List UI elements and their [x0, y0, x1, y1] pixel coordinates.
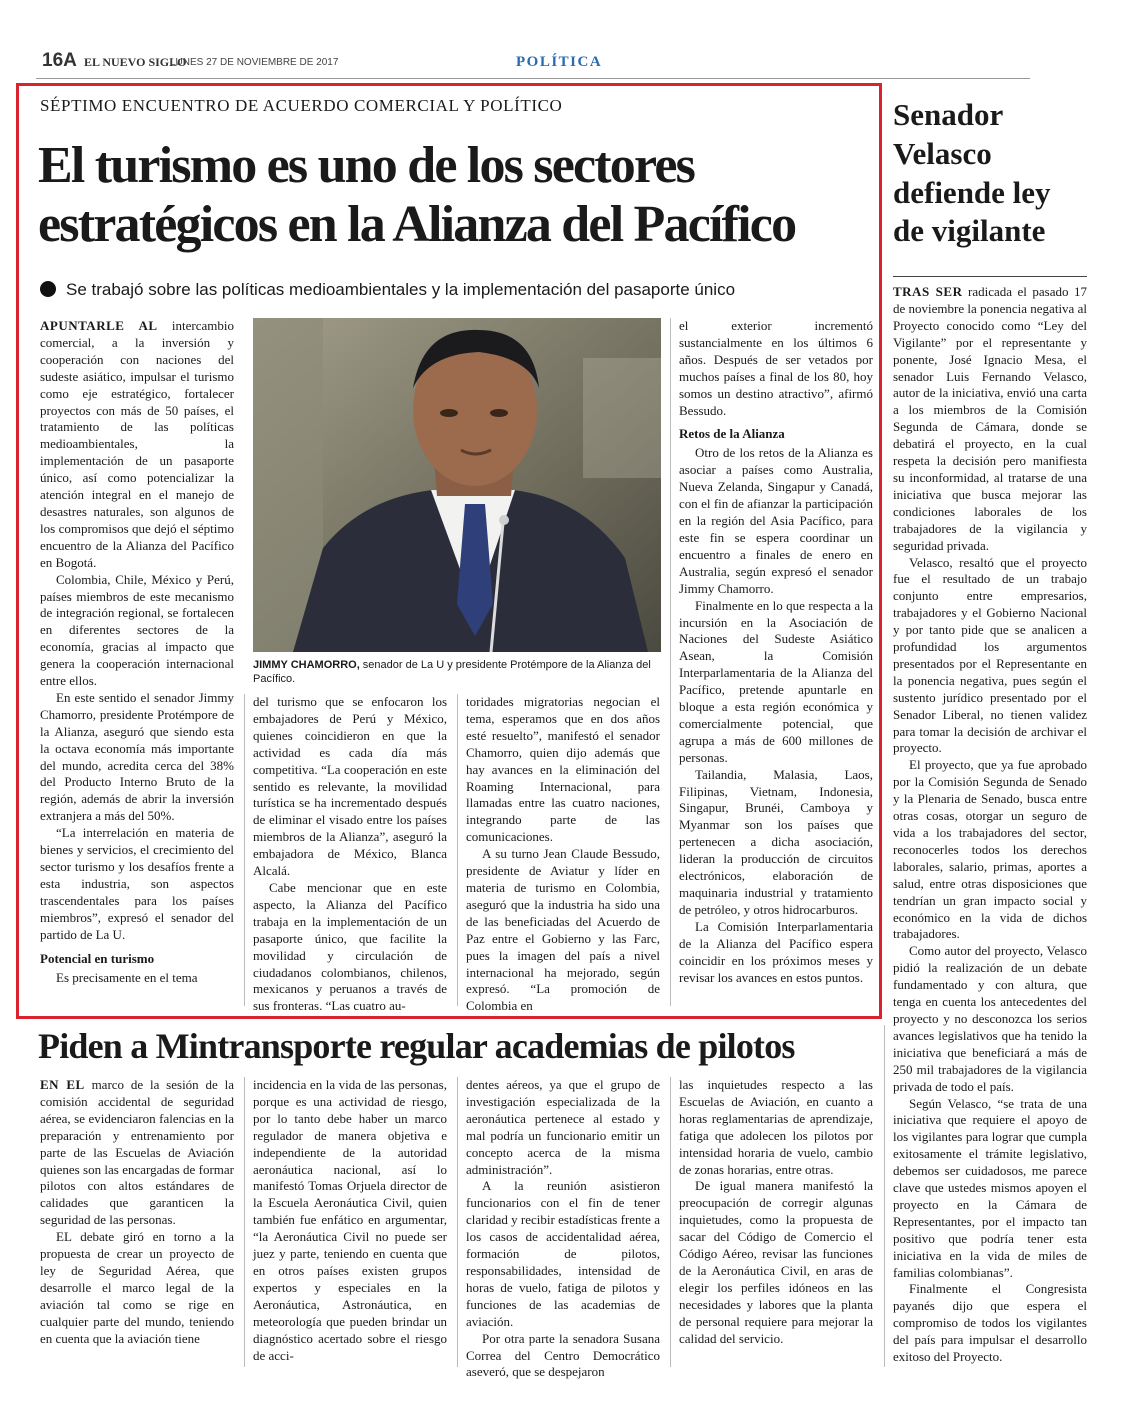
paragraph: La Comisión Interparlamentaria de la Alianza del Pacífico espera coincidir en los próximos meses y revisar los avances en estos puntos. — [679, 918, 873, 985]
paragraph: A su turno Jean Claude Bessudo, presidente de Aviatur y líder en materia de turismo en Colombia, aseguró que la industria ha sido una de las beneficiadas del Acuerdo de Paz entre el Gobierno y las Farc, pues la imagen del país a nivel internacional ha mejorado, según expresó. “La promoción de Colombia en — [466, 846, 660, 1014]
story-headline — [38, 136, 878, 255]
headline-line-1: El turismo es uno de los sectores — [38, 137, 695, 194]
page-header — [36, 48, 1030, 79]
senator-photo — [253, 318, 661, 652]
bottom-story-column-2 — [253, 1077, 447, 1367]
paragraph: Tailandia, Malasia, Laos, Filipinas, Vietnam, Indonesia, Singapur, Brunéi, Camboya y Myanmar son los países que pertenecen a dicha asociación, lideran la producción de circuitos electrónicos, elaboración de maquinaria industrial y tratamiento de petróleo, y otros hidrocarburos. — [679, 766, 873, 917]
paragraph: “La interrelación en materia de bienes y servicios, el crecimiento del sector turismo y los desafíos frente a esta industria, son aspectos trascendentales para los países miembros”, expresó el senador del partido de La U. — [40, 825, 234, 942]
paragraph: En este sentido el senador Jimmy Chamorro, presidente Protémpore de la Alianza, aseguró que siendo esta la octava economía más importante del mundo, acredita cerca del 38% del Producto Interno Bruto de la región, además de abrir la inversión extranjera a más del 50%. — [40, 689, 234, 824]
paragraph: dentes aéreos, ya que el grupo de investigación especializada de la aeronáutica pertenece al estado y mal podría un funcionario emitir un concepto acerca de la misma administración”. — [466, 1077, 660, 1177]
column-rule — [670, 1077, 671, 1367]
bullet-icon — [40, 281, 56, 297]
bottom-story-headline: Piden a Mintransporte regular academias de pilotos — [38, 1026, 795, 1066]
column-rule — [670, 318, 671, 1006]
paragraph: Finalmente el Congresista payanés dijo que espera el compromiso de todos los vigilantes del país para impulsar el desarrollo exitoso del Proyecto. — [893, 1281, 1087, 1365]
column-rule — [884, 1025, 885, 1367]
headline-line-2: estratégicos en la Alianza del Pacífico — [38, 196, 796, 254]
main-story-column-1 — [40, 318, 234, 1006]
bottom-story-column-3 — [466, 1077, 660, 1380]
lead-in: EN EL — [40, 1077, 85, 1092]
paragraph: incidencia en la vida de las personas, porque es una actividad de riesgo, por lo tanto debe haber un marco regulador de manera objetiva e independiente de la autoridad aeronáutica nacional, así lo manifestó Tomas Orjuela director de la Escuela Aeronáutica Civil, quien también fue enfático en argumentar, “la Aeronáutica Civil no puede ser juez y parte, teniendo en cuenta que en otros países existen grupos expertos y especiales en la Aeronáutica, Astronáutica, en meteorología que pueden brindar un diagnóstico acertado sobre el riesgo de acci- — [253, 1077, 447, 1363]
sidebar-headline-line: de vigilante — [893, 213, 1046, 249]
paragraph: Según Velasco, “se trata de una iniciativa que requiere el apoyo de los vigilantes para lograr que cumpla exitosamente el trámite legislativo, debemos ser cuidadosos, me parece clave que ustedes mismos apoyen el proyecto en la Cámara de Representantes, por el impacto tan positivo que podría tener esta iniciativa en la vida de miles de familias colombianas”. — [893, 1095, 1087, 1280]
paragraph: toridades migratorias negocian el tema, esperamos que en dos años esté resuelto”, manifestó el senador Chamorro, quien dijo además que hay avances en la eliminación del Roaming Internacional, para llamadas entre las cuatro naciones, integrando parte de las comunicaciones. — [466, 694, 660, 845]
paragraph: Por otra parte la senadora Susana Correa del Centro Democrático aseveró, que se despejaron — [466, 1330, 660, 1380]
paragraph: las inquietudes respecto a las Escuelas de Aviación, en cuanto a horas reglamentarias de aprendizaje, fatiga que adolecen los pilotos por intensidad horaria de vuelo, cambio de zonas horarias, entre otras. — [679, 1077, 873, 1177]
story-subhead — [40, 280, 880, 300]
lead-in: TRAS SER — [893, 284, 963, 299]
paragraph: el exterior incrementó sustancialmente en los últimos 6 años. Después de ser vetados por muchos países a final de los 80, hoy somos un destino atractivo”, afirmó Bessudo. — [679, 318, 873, 418]
caption-name: JIMMY CHAMORRO, — [253, 659, 360, 671]
paragraph: De igual manera manifestó la preocupación de corregir algunas inquietudes, como la propuesta de sacar del Código de Comercio el Código Aéreo, revisar las funciones de la Aeronáutica Civil, en aras de elegir los perfiles idóneos en las necesidades y labores que la planta de personal requiere para mejorar la calidad del servicio. — [679, 1178, 873, 1346]
bottom-story-column-1 — [40, 1077, 234, 1367]
sidebar-headline — [893, 96, 1113, 251]
paragraph: APUNTARLE AL intercambio comercial, a la inversión y cooperación con naciones del sudeste asiático, impulsar el turismo como eje estratégico, fortalecer proyectos con más de 50 países, el tratamiento de las políticas medioambientales, la implementación de un pasaporte único, así como potencializar la atención integral en el manejo de desastres naturales, son algunos de los compromisos que dejó el séptimo encuentro de la Alianza del Pacífico en Bogotá. — [40, 318, 234, 570]
caption-text: senador de La U y presidente Protémpore de la Alianza del Pacífico. — [253, 659, 651, 685]
paragraph: Cabe mencionar que en este aspecto, la Alianza del Pacífico trabaja en la implementación de un pasaporte único, que facilite la movilidad y circulación de ciudadanos colombianos, chilenos, mexicanos y peruanos a través de sus fronteras. “Las cuatro au- — [253, 879, 447, 1014]
section-name: POLÍTICA — [516, 54, 603, 70]
portrait-illustration — [253, 318, 661, 652]
paragraph: Es precisamente en el tema — [56, 969, 198, 985]
column-rule — [457, 694, 458, 1006]
paragraph: EN EL marco de la sesión de la comisión accidental de seguridad aérea, se evidenciaron falencias en la preparación y entrenamiento por parte de las Escuelas de Aviación quienes son las encargadas de formar pilotos con altos estándares de calidades que garanticen la seguridad de las personas. — [40, 1077, 234, 1228]
bottom-story-column-4 — [679, 1077, 873, 1367]
paragraph: Como autor del proyecto, Velasco pidió la realización de un debate fundamentado y con altura, que tenga en cuenta los antecedentes del proyecto y no desconozca los serios avances legislativos que ha tenido la iniciativa que beneficiará a más de 250 mil trabajadores de la vigilancia privada de todo el país. — [893, 943, 1087, 1094]
paragraph: EL debate giró en torno a la propuesta de crear un proyecto de ley de Seguridad Aérea, que desarrolle el marco legal de la aviación tal como se rige en cualquier parte del mundo, teniendo en cuenta que la aviación tiene — [40, 1229, 234, 1346]
sidebar-headline-line: Velasco — [893, 135, 992, 171]
divider — [893, 276, 1087, 277]
paragraph: Otro de los retos de la Alianza es asociar a países como Australia, Nueva Zelanda, Singapur y Canadá, con el fin de afianzar la participación en la región del Asia Pacífico, para este fin se espera coordinar un encuentro a finales de enero en Australia, según expresó el senador Jimmy Chamorro. — [679, 445, 873, 596]
paragraph: Colombia, Chile, México y Perú, países miembros de este mecanismo de integración regional, se fortalecen en diferentes sectores de la economía, gracias al impacto que genera la cooperación internacional entre ellos. — [40, 571, 234, 689]
main-story-column-2 — [253, 694, 447, 1014]
lead-in: APUNTARLE AL — [40, 318, 158, 333]
paragraph: A la reunión asistieron funcionarios con el fin de tener claridad y recibir estadísticas frente a los casos de accidentalidad aérea, formación de pilotos, responsabilidades, intensidad de horas de vuelo, fatiga de pilotos y funciones de las academias de aviación. — [466, 1178, 660, 1329]
paragraph: del turismo que se enfocaron los embajadores de Perú y México, quienes coincidieron en que la actividad es cada día más competitiva. “La cooperación en este sentido es relevante, la movilidad turística se ha incrementado después de eliminar el visado entre los países miembros de la Alianza”, aseguró la embajadora de México, Blanca Alcalá. — [253, 694, 447, 879]
photo-caption — [253, 658, 663, 686]
newspaper-name: EL NUEVO SIGLO — [84, 55, 187, 69]
paragraph: Velasco, resaltó que el proyecto fue el resultado de un trabajo conjunto entre empresarios, trabajadores y el Gobierno Nacional y por tanto pide que se analicen a profundidad los argumentos presentados por el Representante en la ponencia negativa, pues según el sustento jurídico presentado por el Senador Liberal, no tienen validez para tomar la decisión de archivar el proyecto. — [893, 554, 1087, 756]
paragraph: Finalmente en lo que respecta a la incursión en la Asociación de Naciones del Sudeste Asiático Asean, la Comisión Interparlamentaria de la Alianza del Pacífico, pretende apuntarle en bloque a esta región económica y comercialmente potencial, que agrupa a más de 600 millones de personas. — [679, 597, 873, 765]
section-subtitle: Potencial en turismo — [40, 950, 155, 966]
paragraph: El proyecto, que ya fue aprobado por la Comisión Segunda de Senado y la Plenaria de Senado, busca entre otras cosas, otorgar un seguro de vida a los trabajadores del sector, reconocerles todos los derechos laborales, salario, primas, aportes a salud, entre otras disposiciones que tendrían un gran impacto social y económico en la vida de dichos trabajadores. — [893, 757, 1087, 942]
section-subtitle: Retos de la Alianza — [679, 426, 785, 442]
column-rule — [244, 694, 245, 1006]
sidebar-story-column — [893, 284, 1087, 1365]
main-story-column-3 — [466, 694, 660, 1014]
column-rule — [244, 1077, 245, 1367]
sidebar-headline-line: Senador — [893, 97, 1004, 132]
sidebar-headline-line: defiende ley — [893, 174, 1051, 210]
page-number: 16A — [42, 50, 77, 71]
paragraph: TRAS SER radicada el pasado 17 de noviembre la ponencia negativa al Proyecto conocido como “Ley del Vigilante” por el representante y ponente, José Ignacio Mesa, el senador Luis Fernando Velasco, autor de la iniciativa, envió una carta a los miembros de la Comisión Segunda de Cámara, donde se debatirá el proyecto, en la cual respeta la decisión pero manifiesta su inconformidad, al tratarse de una iniciativa que busca mejorar las condiciones laborales de los trabajadores de la vigilancia y seguridad privada. — [893, 284, 1087, 553]
story-kicker: SÉPTIMO ENCUENTRO DE ACUERDO COMERCIAL Y POLÍTICO — [40, 96, 563, 115]
column-rule — [457, 1077, 458, 1367]
subhead-text: Se trabajó sobre las políticas medioambientales y la implementación del pasaporte único — [66, 280, 736, 299]
main-story-column-4 — [679, 318, 873, 1006]
issue-date: LUNES 27 DE NOVIEMBRE DE 2017 — [170, 57, 339, 68]
